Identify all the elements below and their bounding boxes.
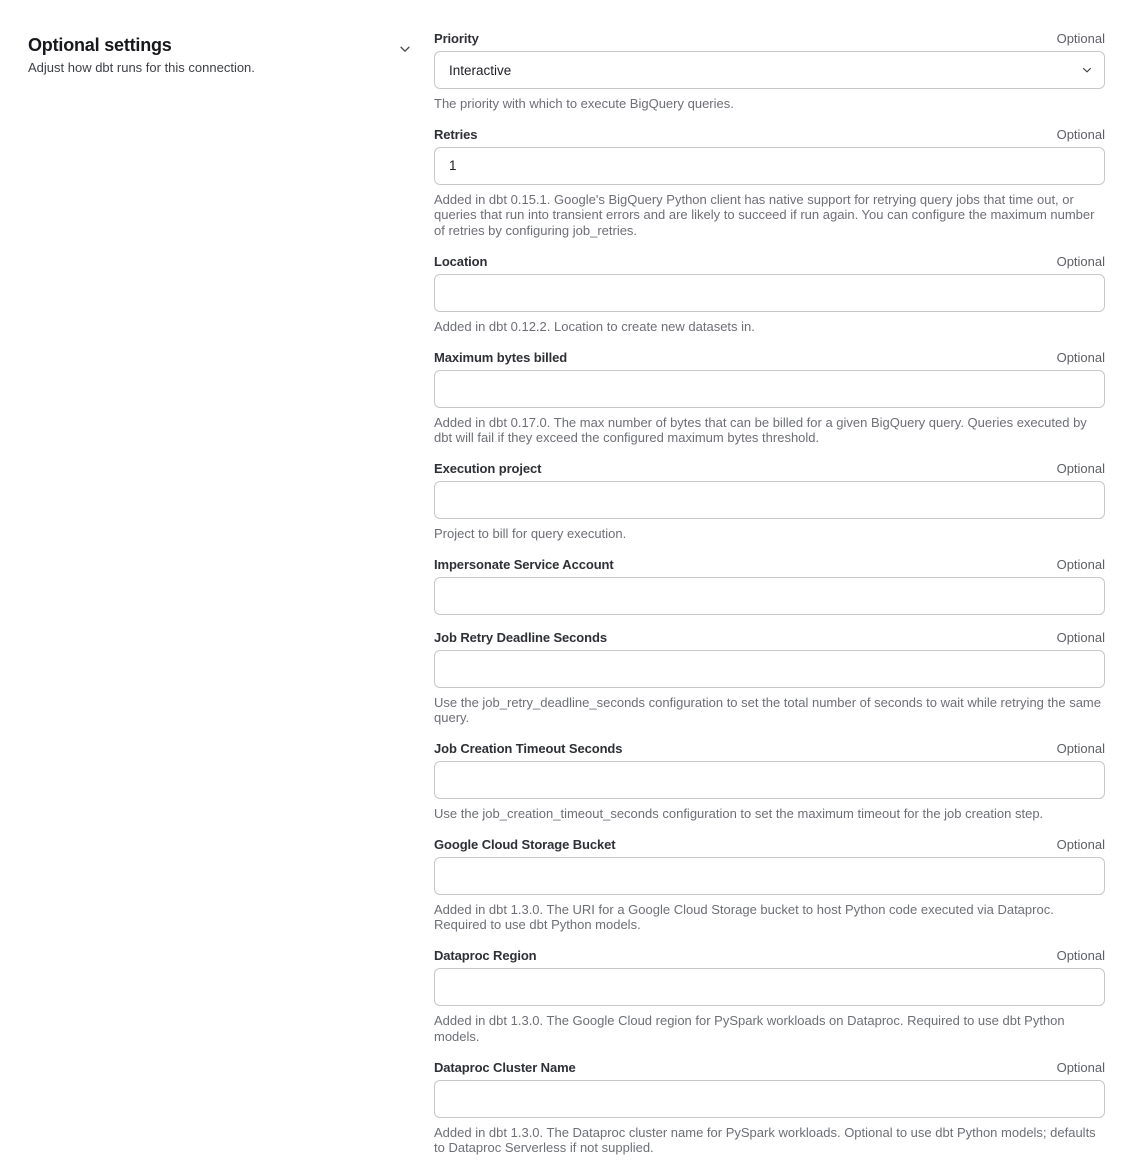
field-priority: [434, 31, 1105, 112]
dataproc-region-input[interactable]: [434, 968, 1105, 1006]
field-control: [434, 274, 1105, 312]
job-retry-deadline-seconds-input[interactable]: [434, 650, 1105, 688]
field-label: Location: [434, 253, 488, 269]
impersonate-service-account-input[interactable]: [434, 577, 1105, 615]
section-header: [28, 34, 412, 76]
field-label: Priority: [434, 31, 479, 46]
retries-input[interactable]: [434, 147, 1105, 185]
field-execution-project: [434, 461, 1105, 542]
helper-text: Use the job_creation_timeout_seconds configuration to set the maximum timeout for the job creation step.: [434, 806, 1044, 822]
helper-text: The priority with which to execute BigQuery queries.: [434, 96, 734, 111]
field-location: [434, 254, 1105, 335]
location-input[interactable]: [434, 274, 1105, 312]
optional-badge: Optional: [1056, 253, 1105, 269]
field-label: Dataproc Cluster Name: [434, 1059, 576, 1075]
field-impersonate-service-account: [434, 557, 1105, 615]
helper-text: Added in dbt 1.3.0. The URI for a Google Cloud Storage bucket to host Python code executed via Dataproc. Required to use dbt Python models.: [434, 901, 1054, 933]
field-control: [434, 577, 1105, 615]
optional-badge: Optional: [1056, 31, 1105, 46]
page-subtitle: Adjust how dbt runs for this connection.: [28, 60, 255, 75]
helper-text: Added in dbt 0.12.2. Location to create new datasets in.: [434, 318, 755, 334]
field-head: [434, 1060, 1105, 1076]
helper-text: Added in dbt 0.15.1. Google's BigQuery Python client has native support for retrying query jobs that time out, or queries that run into transient errors and are likely to succeed if run again. You can configure the maximum number of retries by configuring job_retries.: [434, 191, 1095, 239]
field-head: [434, 31, 1105, 47]
field-control: [434, 650, 1105, 688]
field-head: [434, 630, 1105, 646]
field-label: Google Cloud Storage Bucket: [434, 836, 616, 852]
chevron-down-icon[interactable]: [398, 42, 412, 56]
maximum-bytes-billed-input[interactable]: [434, 370, 1105, 408]
field-control: [434, 147, 1105, 185]
field-label: Execution project: [434, 460, 542, 476]
field-label: Maximum bytes billed: [434, 349, 568, 365]
field-job-retry-deadline-seconds: [434, 630, 1105, 726]
helper-text: Added in dbt 1.3.0. The Dataproc cluster name for PySpark workloads. Optional to use dbt Python models; defaults to Dataproc Serverless if not supplied.: [434, 1124, 1096, 1156]
optional-badge: Optional: [1056, 460, 1105, 476]
optional-badge: Optional: [1056, 556, 1105, 572]
field-head: [434, 127, 1105, 143]
optional-badge: Optional: [1056, 1059, 1105, 1075]
field-head: [434, 948, 1105, 964]
optional-badge: Optional: [1056, 349, 1105, 365]
field-control: [434, 481, 1105, 519]
field-head: [434, 461, 1105, 477]
field-control: [434, 968, 1105, 1006]
helper-text: Project to bill for query execution.: [434, 525, 627, 541]
field-job-creation-timeout-seconds: [434, 741, 1105, 822]
optional-badge: Optional: [1056, 836, 1105, 852]
field-head: [434, 254, 1105, 270]
google-cloud-storage-bucket-input[interactable]: [434, 857, 1105, 895]
field-control: [434, 370, 1105, 408]
optional-badge: Optional: [1056, 629, 1105, 645]
field-label: Job Creation Timeout Seconds: [434, 741, 623, 757]
field-google-cloud-storage-bucket: [434, 837, 1105, 933]
field-control: [434, 761, 1105, 799]
field-dataproc-cluster-name: [434, 1060, 1105, 1156]
field-label: Dataproc Region: [434, 948, 537, 964]
page-title: Optional settings: [28, 35, 172, 55]
dataproc-cluster-name-input[interactable]: [434, 1080, 1105, 1118]
field-label: Retries: [434, 126, 478, 142]
optional-badge: Optional: [1056, 948, 1105, 964]
field-head: [434, 741, 1105, 757]
field-head: [434, 350, 1105, 366]
execution-project-input[interactable]: [434, 481, 1105, 519]
helper-text: Added in dbt 0.17.0. The max number of bytes that can be billed for a given BigQuery query. Queries executed by dbt will fail if they exceed the configured maximum bytes threshold.: [434, 414, 1087, 446]
field-control: [434, 1080, 1105, 1118]
field-head: [434, 837, 1105, 853]
optional-settings-form: [434, 31, 1105, 1171]
job-creation-timeout-seconds-input[interactable]: [434, 761, 1105, 799]
helper-text: Use the job_retry_deadline_seconds configuration to set the total number of seconds to wait while retrying the same query.: [434, 694, 1101, 726]
field-retries: [434, 127, 1105, 239]
optional-badge: Optional: [1056, 126, 1105, 142]
optional-badge: Optional: [1056, 741, 1105, 757]
section-header-text: [28, 34, 255, 76]
field-label: Job Retry Deadline Seconds: [434, 629, 607, 645]
field-control: [434, 857, 1105, 895]
field-control: [434, 51, 1105, 89]
field-head: [434, 557, 1105, 573]
field-label: Impersonate Service Account: [434, 556, 614, 572]
helper-text: Added in dbt 1.3.0. The Google Cloud region for PySpark workloads on Dataproc. Required to use dbt Python models.: [434, 1013, 1065, 1044]
priority-select[interactable]: [434, 51, 1105, 89]
field-maximum-bytes-billed: [434, 350, 1105, 446]
field-dataproc-region: [434, 948, 1105, 1044]
